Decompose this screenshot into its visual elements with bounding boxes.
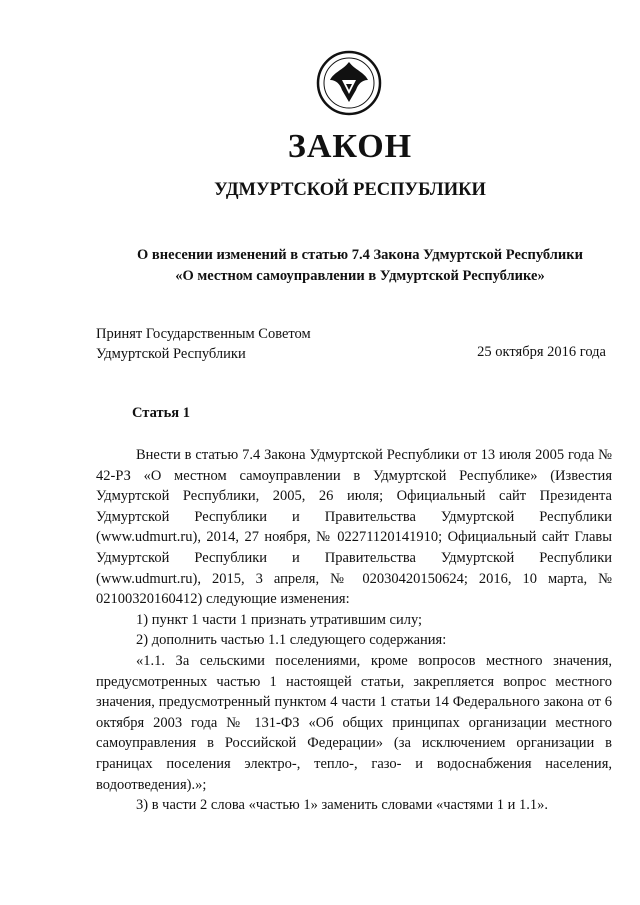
article-paragraph: Внести в статью 7.4 Закона Удмуртской Республики от 13 июля 2005 года № 42-РЗ «О местном самоуправлении в Удмуртской Республике» (Известия Удмуртской Республики, 2005, 26 июля; Официальный сайт Президента Удмуртской Республики и Правительства Удмуртской Республики (www.udmurt.ru), 2014, 27 ноября, № 02271120141910; Официальный сайт Главы Удмуртской Республики и Правительства Удмуртской Республики (www.udmurt.ru), 2015, 3 апреля, № 02030420150624; 2016, 10 марта, № 02100320160412) следующие изменения: bbox=[96, 447, 612, 608]
adoption-info bbox=[96, 324, 311, 364]
article-paragraph: «1.1. За сельскими поселениями, кроме вопросов местного значения, предусмотренных частью 1 настоящей статьи, закрепляется вопрос местного значения, предусмотренный пунктом 4 части 1 статьи 14 Федерального закона от 6 октября 2003 года № 131-ФЗ «Об общих принципах организации местного самоуправления в Российской Федерации» (за исключением организации в границах поселения электро-, тепло-, газо- и водоснабжения населения, водоотведения).»; bbox=[96, 652, 612, 793]
article-body bbox=[96, 445, 612, 816]
article-title: Статья 1 bbox=[132, 405, 190, 421]
law-heading bbox=[100, 245, 620, 287]
article-paragraph: 2) дополнить частью 1.1 следующего содержания: bbox=[136, 632, 447, 649]
adopted-by: Удмуртской Республики bbox=[96, 346, 246, 362]
adopted-by: Принят Государственным Советом bbox=[96, 326, 311, 342]
heading-line: О внесении изменений в статью 7.4 Закона Удмуртской Республики bbox=[137, 247, 583, 263]
heading-line: «О местном самоуправлении в Удмуртской Республике» bbox=[175, 268, 545, 284]
coat-of-arms-icon bbox=[316, 50, 382, 116]
adoption-date: 25 октября 2016 года bbox=[477, 344, 606, 360]
article-paragraph: 3) в части 2 слова «частью 1» заменить словами «частями 1 и 1.1». bbox=[136, 797, 549, 814]
document-subtitle: УДМУРТСКОЙ РЕСПУБЛИКИ bbox=[214, 180, 486, 200]
article-paragraph: 1) пункт 1 части 1 признать утратившим силу; bbox=[136, 611, 423, 628]
document-title: ЗАКОН bbox=[287, 128, 413, 165]
